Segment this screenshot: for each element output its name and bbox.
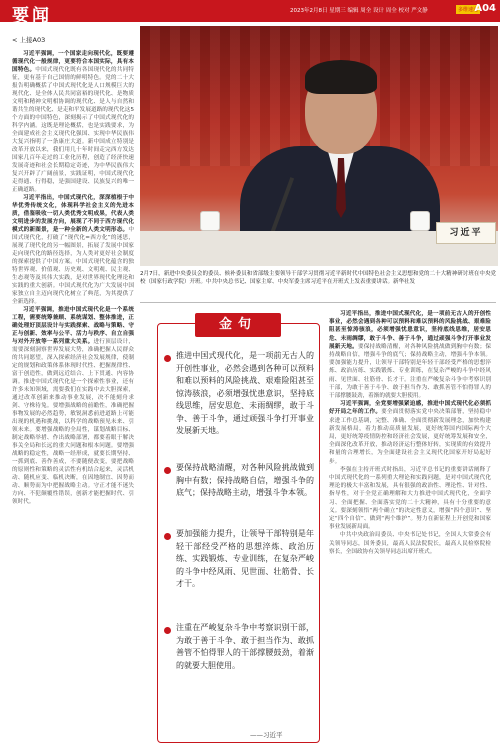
left-paragraph: 习近平强调，推进中国式现代化是一个系统工程，需要统筹兼顾、系统谋划、整体推进，正确处理好顶层设计与实践探索、战略与策略、守正与创新、效率与公平、活力与秩序、自立自强与对外开放等一系列重大关系。进行顶层设计，需要深刻洞察世界发展大势，准确把握人民群众的共同愿望，深入探索经济社会发展规律，使制定的规划和政策体系体现时代性、把握规律性、富于创造性，做到远近结合、上下贯通、内容协调。推进中国式现代化是一个探索性事业，还有许多未知领域，需要我们在实践中去大胆探索，通过改革创新来推动事业发展，决不能刻舟求剑、守株待兔。要增强战略的前瞻性，准确把握事物发展的必然趋势，敏锐洞悉前进道路上可能出现的机遇和挑战，以科学的战略预见未来、引领未来。要增强战略的全局性，谋划战略目标、制定战略举措、作出战略部署，都要着眼于解决事关全局和长远的重大问题和根本问题。要增强战略的稳定性，战略一经形成，就要长期坚持、一抓到底、善作善成，不要随便改变，要把战略的原则性和策略的灵活性有机结合起来，灵活机动、随机应变、临机决断，在因地制宜、因势而动、顺势而为中把握战略主动。守正才能不迷失方向、不犯颠覆性错误，创新才能把握时代、引领时代。 <box>12 307 134 505</box>
right-article-column <box>329 310 491 742</box>
bullet-dot-icon <box>164 533 171 540</box>
bullet-dot-icon <box>164 467 171 474</box>
left-paragraph: 习近平指出，中国式现代化，深深植根于中华优秀传统文化，体现科学社会主义的先进本质，借鉴吸收一切人类优秀文明成果，代表人类文明进步的发展方向，展现了不同于西方现代化模式的新图景，是一种全新的人类文明形态。中国式现代化，打破了“现代化=西方化”的迷思，展现了现代化的另一幅图景，拓展了发展中国家走向现代化的路径选择，为人类对更好社会制度的探索提供了中国方案。中国式现代化蕴含的独特世界观、价值观、历史观、文明观、民主观、生态观等及其伟大实践，是对世界现代化理论和实践的重大创新。中国式现代化为广大发展中国家独立自主迈向现代化树立了典范，为其提供了全新选择。 <box>12 195 134 305</box>
quote-signature: ——习近平 <box>250 731 283 739</box>
header-bar <box>0 0 500 26</box>
quote-item: 要保持战略清醒，对各种风险挑战做到胸中有数；保持战略自信，增强斗争的底气；保持战略主动，增强斗争本领。 <box>176 463 314 497</box>
photo-tea-cup <box>410 211 430 231</box>
right-paragraph: 习近平指出，推进中国式现代化，是一项前无古人的开创性事业，必然会遇到各种可以预料和难以预料的风险挑战、艰难险阻甚至惊涛骇浪，必须增强忧患意识，坚持底线思维，居安思危、未雨绸缪，敢于斗争、善于斗争，通过顽强斗争打开事业发展新天地。要保持战略清醒，对各种风险挑战做到胸中有数；保持战略自信，增强斗争的底气；保持战略主动，增强斗争本领。要加强能力提升，让领导干部特别是年轻干部经受严格的思想淬炼、政治历练、实践锻炼、专业训练，在复杂严峻的斗争中经风雨、见世面、壮筋骨、长才干。注重在严峻复杂斗争中考察识别干部，为敢于善于斗争、敢于担当作为、敢抓善管不怕得罪人的干部撑腰鼓劲，着渐的就要大胆使用。 <box>329 311 491 400</box>
photo-caption: 2月7日，新进中央委员会的委员、候补委员和省部级主要领导干部学习贯彻习近平新时代中国特色社会主义思想和党的二十大精神研讨班在中央党校（国家行政学院）开班。中共中央总书记、国家主席、中央军委主席习近平在开班式上发表重要讲话。新华社发 <box>140 271 496 285</box>
quote-item: 注重在严峻复杂斗争中考察识别干部，为敢于善于斗争、敢于担当作为、敢抓善管不怕得罪人的干部撑腰鼓劲，着渐的就要大胆使用。 <box>176 623 314 670</box>
photo-figure-hair <box>305 60 377 94</box>
left-paragraph: 习近平强调，一个国家走向现代化，既要遵循现代化一般规律，更要符合本国实际，具有本国特色。中国式现代化既有各国现代化的共同特征，更有基于自己国情的鲜明特色。党的二十大报告明确概括了中国式现代化是人口规模巨大的现代化、是全体人民共同富裕的现代化、是物质文明和精神文明相协调的现代化、是人与自然和谐共生的现代化、是走和平发展道路的现代化这5个方面的中国特色，深刻揭示了中国式现代化的科学内涵。这既是理论概括，也是实践要求，为全面建成社会主义现代化强国、实现中华民族伟大复兴指明了一条康庄大道。新中国成立特别是改革开放以来，我们用几十年时间走完西方发达国家几百年走过的工业化历程，创造了经济快速发展奇迹和社会长期稳定奇迹，为中华民族伟大复兴开辟了广阔前景，实践证明，中国式现代化走得通、行得稳，是强国建设、民族复兴的唯一正确道路。 <box>12 51 134 193</box>
quote-title: 金句 <box>195 313 281 337</box>
photo-tea-cup <box>200 211 220 231</box>
section-title: 要闻 <box>12 6 52 26</box>
continued-from: < 上接A03 <box>12 36 46 44</box>
quote-item: 推进中国式现代化，是一项前无古人的开创性事业，必然会遇到各种可以预料和难以预料的风险挑战、艰难险阻甚至惊涛骇浪，必须增强忧患意识，坚持底线思维，居安思危、未雨绸缪，敢于斗争、善于斗争，通过顽强斗争打开事业发展新天地。 <box>176 351 314 435</box>
right-paragraph: 李强在主持开班式时指出，习近平总书记的重要讲话阐释了中国式现代化的一系列重大理论和实践问题，是对中国式现代化理论的极大丰富和发展，具有很强的政治性、理论性、针对性、指导性，对于全党正确理解和大力推进中国式现代化，全面学习、全面把握、全面落实党的二十大精神，具有十分重要的意义。要深刻领悟“两个确立”的决定性意义，增强“四个意识”、坚定“四个自信”、做到“两个维护”。努力在新征程上开创党和国家事业发展新局面。 <box>329 466 491 531</box>
page-number: A04 <box>474 3 496 14</box>
divider <box>140 302 496 303</box>
bullet-dot-icon <box>164 627 171 634</box>
left-article-column <box>12 36 134 742</box>
right-paragraph: 习近平强调，全党要增强紧迫感，推进中国式现代化必须抓好开局之年的工作。要全面贯彻落实党中央决策部署，坚持稳中求进工作总基调，完整、准确、全面贯彻新发展理念，加快构建新发展格局，着力推动高质量发展，更好统筹国内国际两个大局，更好统筹疫情防控和经济社会发展，更好统筹发展和安全，全面深化改革开放，推动经济运行整体好转，实现质的有效提升和量的合理增长，为全面建设社会主义现代化国家开好局起好步。 <box>329 401 491 465</box>
issue-meta: 2023年2月8日 星期三 编辑 周全 设计 周全 校对 严文静 <box>290 8 428 14</box>
photo-nameplate: 习近平 <box>436 222 496 244</box>
right-paragraph: 中共中央政治局委员、中央书记处书记，全国人大常委会有关领导同志，国务委员，最高人民法院院长，最高人民检察院检察长，全国政协有关领导同志出席开班式。 <box>329 532 491 555</box>
news-photo <box>140 26 498 266</box>
quote-item: 要加强能力提升，让领导干部特别是年轻干部经受严格的思想淬炼、政治历练、实践锻炼、专业训练，在复杂严峻的斗争中经风雨、见世面、壮筋骨、长才干。 <box>176 529 314 588</box>
bullet-dot-icon <box>164 355 171 362</box>
badge: 多维速递 <box>458 7 479 13</box>
